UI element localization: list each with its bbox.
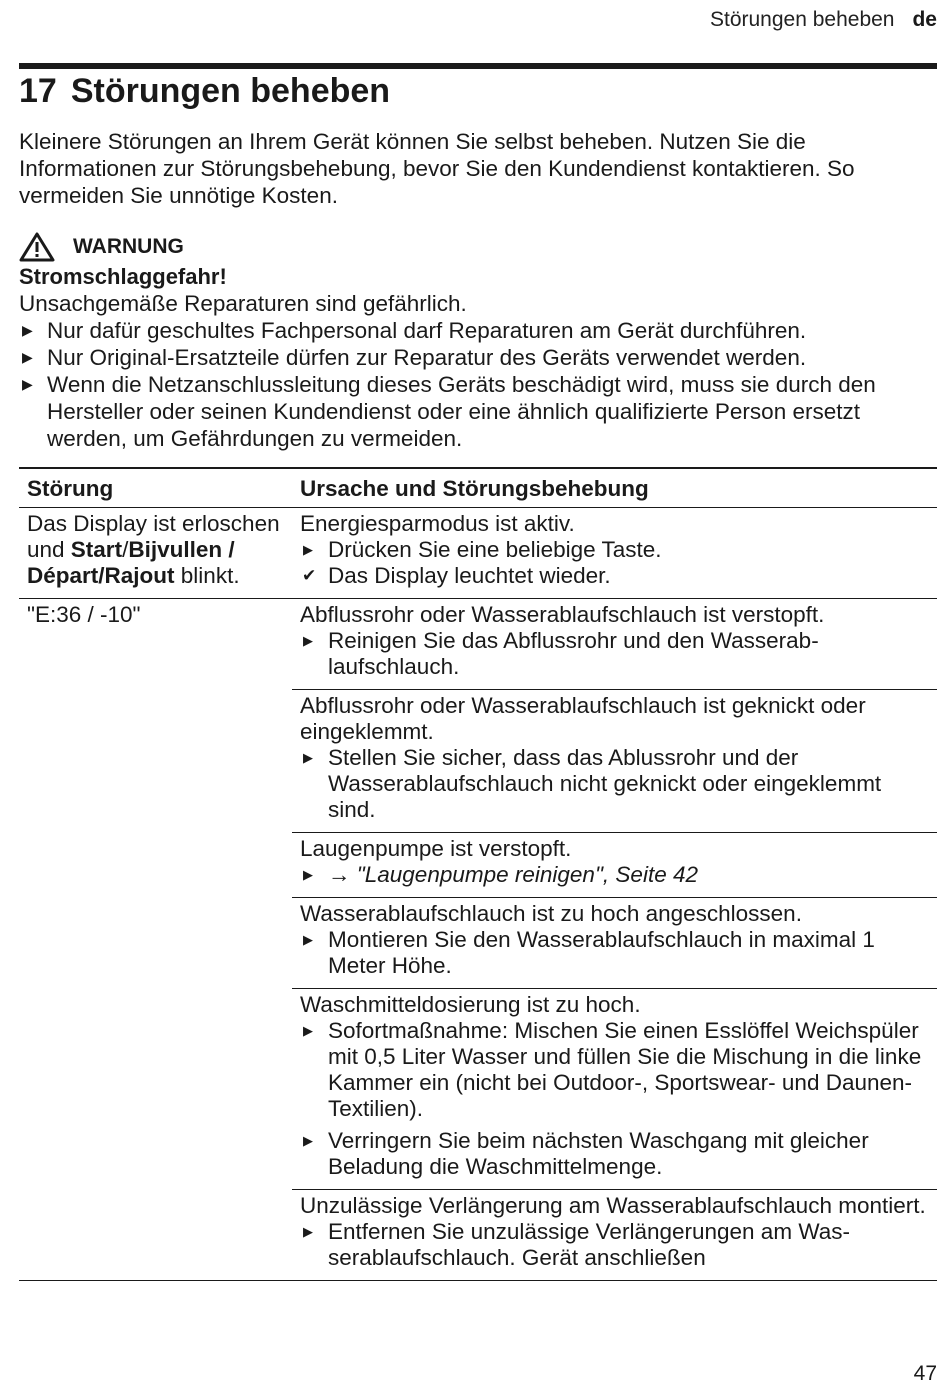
cause-text: Laugenpumpe ist verstopft. [300,836,572,861]
column-header-cause: Ursache und Störungsbehebung [292,468,937,508]
result-text: Das Display leuchtet wieder. [328,563,611,588]
cause-cell [292,989,937,1190]
action-text: Montieren Sie den Wasserablaufschlauch in maximal 1 Meter Höhe. [328,927,875,978]
cause-text: Abflussrohr oder Wasserablaufschlauch ist geknickt oder eingeklemmt. [300,693,866,744]
checkmark-icon: ✔ [302,566,317,585]
chapter-number: 17 [19,72,57,110]
manual-page [19,0,937,1392]
action-bullet [300,1128,929,1180]
warning-label: WARNUNG [73,235,184,258]
cause-cell [292,1190,937,1281]
page-number: 47 [913,1362,937,1385]
intro-paragraph: Kleinere Störungen an Ihrem Gerät können Sie selbst beheben. Nutzen Sie die Informationen zur Störungsbehebung, bevor Sie den Kundendienst kontaktieren. So vermeiden Sie unnötige Kosten. [19,129,855,208]
fault-button-name: Bijvullen [128,537,223,562]
action-bullet [300,1219,929,1271]
cross-reference-link[interactable] [328,862,698,887]
fault-button-name: Start [70,537,123,562]
warning-bullet [19,371,937,452]
reference-arrow-icon: → [328,862,351,887]
table-header-row [19,468,937,508]
action-text: Reinigen Sie das Abflussrohr und den Wasserablaufschlauch. [328,628,819,679]
table-row [19,508,937,599]
action-text: Sofortmaßnahme: Mischen Sie einen Esslöffel Weichspüler mit 0,5 Liter Wasser und füllen Sie die Mischung in die linke Kammer ein (nicht bei Outdoor-, Sportswear- und Daunen-Textilien). [328,1018,922,1121]
warning-text: Unsachgemäße Reparaturen sind gefährlich. [19,291,467,316]
action-bullet [300,628,929,680]
action-bullet [300,927,929,979]
bullet-arrow-icon: ▶ [22,376,33,392]
column-header-fault: Störung [19,468,292,508]
warning-bullet-text: Nur dafür geschultes Fachpersonal darf Reparaturen am Gerät durchführen. [47,318,807,343]
bullet-arrow-icon: ▶ [303,542,313,557]
cause-text: Waschmitteldosierung ist zu hoch. [300,992,641,1017]
running-header [710,8,937,32]
running-header-language: de [912,8,937,31]
action-bullet [300,537,929,563]
action-text: Drücken Sie eine beliebige Taste. [328,537,662,562]
bullet-arrow-icon: ▶ [22,349,33,365]
warning-block [19,230,937,452]
warning-header [19,230,937,263]
warning-bullet [19,317,937,344]
action-bullet [300,1018,929,1122]
bullet-arrow-icon: ▶ [303,932,313,947]
chapter-title-text: Störungen beheben [70,72,391,110]
cause-text: Energiesparmodus ist aktiv. [300,511,575,536]
action-bullet [300,745,929,823]
bullet-arrow-icon: ▶ [303,1224,313,1239]
cause-cell [292,690,937,833]
fault-button-name: Départ [27,563,99,588]
cause-cell [292,508,937,599]
action-bullet [300,862,929,888]
cause-text: Abflussrohr oder Wasserablaufschlauch ist verstopft. [300,602,825,627]
warning-bullet [19,344,937,371]
fault-separator: / [222,537,235,562]
bullet-arrow-icon: ▶ [303,867,313,882]
cause-cell [292,599,937,690]
header-rule [19,63,937,69]
cause-text: Unzulässige Verlängerung am Wasserablaufschlauch montiert. [300,1193,926,1218]
reference-text: "Laugenpumpe reinigen", Seite 42 [356,862,698,887]
fault-cell: "E:36 / -10" [19,599,292,1281]
troubleshooting-table [19,467,937,1281]
result-line [300,563,929,589]
warning-triangle-icon [19,232,55,262]
fault-text: blinkt. [174,563,240,588]
action-text: Verringern Sie beim nächsten Waschgang mit gleicher Beladung die Waschmittelmenge. [328,1128,869,1179]
bullet-arrow-icon: ▶ [303,633,313,648]
bullet-arrow-icon: ▶ [303,1023,313,1038]
fault-button-name: Rajout [104,563,175,588]
warning-title: Stromschlaggefahr! [19,264,227,289]
bullet-arrow-icon: ▶ [22,322,33,338]
chapter-title [19,72,390,111]
table-row [19,599,937,690]
cause-text: Wasserablaufschlauch ist zu hoch angeschlossen. [300,901,802,926]
fault-cell [19,508,292,599]
bullet-arrow-icon: ▶ [303,1133,313,1148]
running-header-section: Störungen beheben [709,8,895,31]
action-text: Entfernen Sie unzulässige Verlängerungen am Wasserablaufschlauch. Gerät anschließen [328,1219,850,1270]
fault-separator: / [122,537,129,562]
cause-cell [292,898,937,989]
warning-bullet-text: Wenn die Netzanschlussleitung dieses Geräts beschädigt wird, muss sie durch den Hersteller oder seinen Kundendienst oder eine ähnlich qualifizierte Person ersetzt werden, um Gefährdungen zu vermeiden. [47,372,876,451]
fault-text: Das Display ist erloschen und [27,511,280,562]
action-text: Stellen Sie sicher, dass das Ablussrohr und der Wasserablaufschlauch nicht geknickt oder eingeklemmt sind. [328,745,882,822]
warning-bullet-text: Nur Original-Ersatzteile dürfen zur Reparatur des Geräts verwendet werden. [47,345,807,370]
bullet-arrow-icon: ▶ [303,750,313,765]
fault-separator: / [98,563,105,588]
cause-cell [292,833,937,898]
